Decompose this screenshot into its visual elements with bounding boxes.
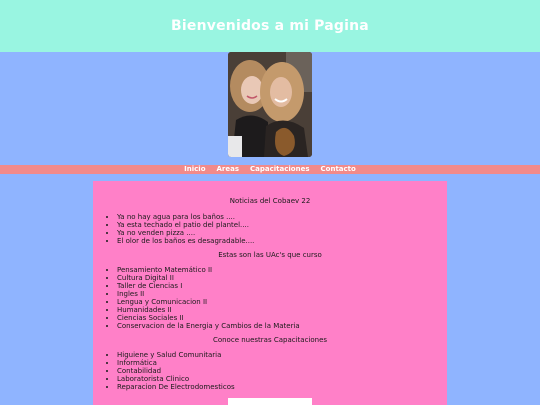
list-item: • Humanidades II [117,306,437,314]
list-item: • Higuiene y Salud Comunitaria [117,351,437,359]
list-item: • Lengua y Comunicacion II [117,298,437,306]
list-item: • Cultura Digital II [117,274,437,282]
list-item: • El olor de los baños es desagradable.... [117,237,437,245]
list-item: • Informática [117,359,437,367]
uacs-heading: Estas son las UAc's que curso [218,251,322,259]
list-item: • Reparacion De Electrodomesticos [117,383,437,391]
footer-image-placeholder [228,398,312,405]
list-item: • Contabilidad [117,367,437,375]
profile-photo [228,52,312,157]
news-heading: Noticias del Cobaev 22 [229,197,311,205]
list-item: • Laboratorista Clinico [117,375,437,383]
list-item: • Ya no venden pizza .... [117,229,437,237]
list-item: • Ya esta techado el patio del plantel.... [117,221,437,229]
uacs-list [93,266,437,330]
nav-link-inicio[interactable]: Inicio [184,165,206,173]
nav-link-areas[interactable]: Areas [216,165,240,173]
list-item: • Taller de Ciencias I [117,282,437,290]
list-item: • Ya no hay agua para los baños .... [117,213,437,221]
page-header [0,0,540,52]
nav-link-contacto[interactable]: Contacto [320,165,356,173]
list-item: • Pensamiento Matemático II [117,266,437,274]
news-list [93,213,437,245]
photo-illustration [228,52,312,157]
page-title: Bienvenidos a mi Pagina [171,18,369,34]
content-panel [93,181,447,405]
capacitaciones-heading: Conoce nuestras Capacitaciones [212,336,328,344]
capacitaciones-list [93,351,437,391]
list-item: • Ingles II [117,290,437,298]
main-nav [0,165,540,174]
nav-link-capacitaciones[interactable]: Capacitaciones [250,165,310,173]
list-item: • Conservacion de la Energia y Cambios de la Materia [117,322,437,330]
list-item: • Ciencias Sociales II [117,314,437,322]
